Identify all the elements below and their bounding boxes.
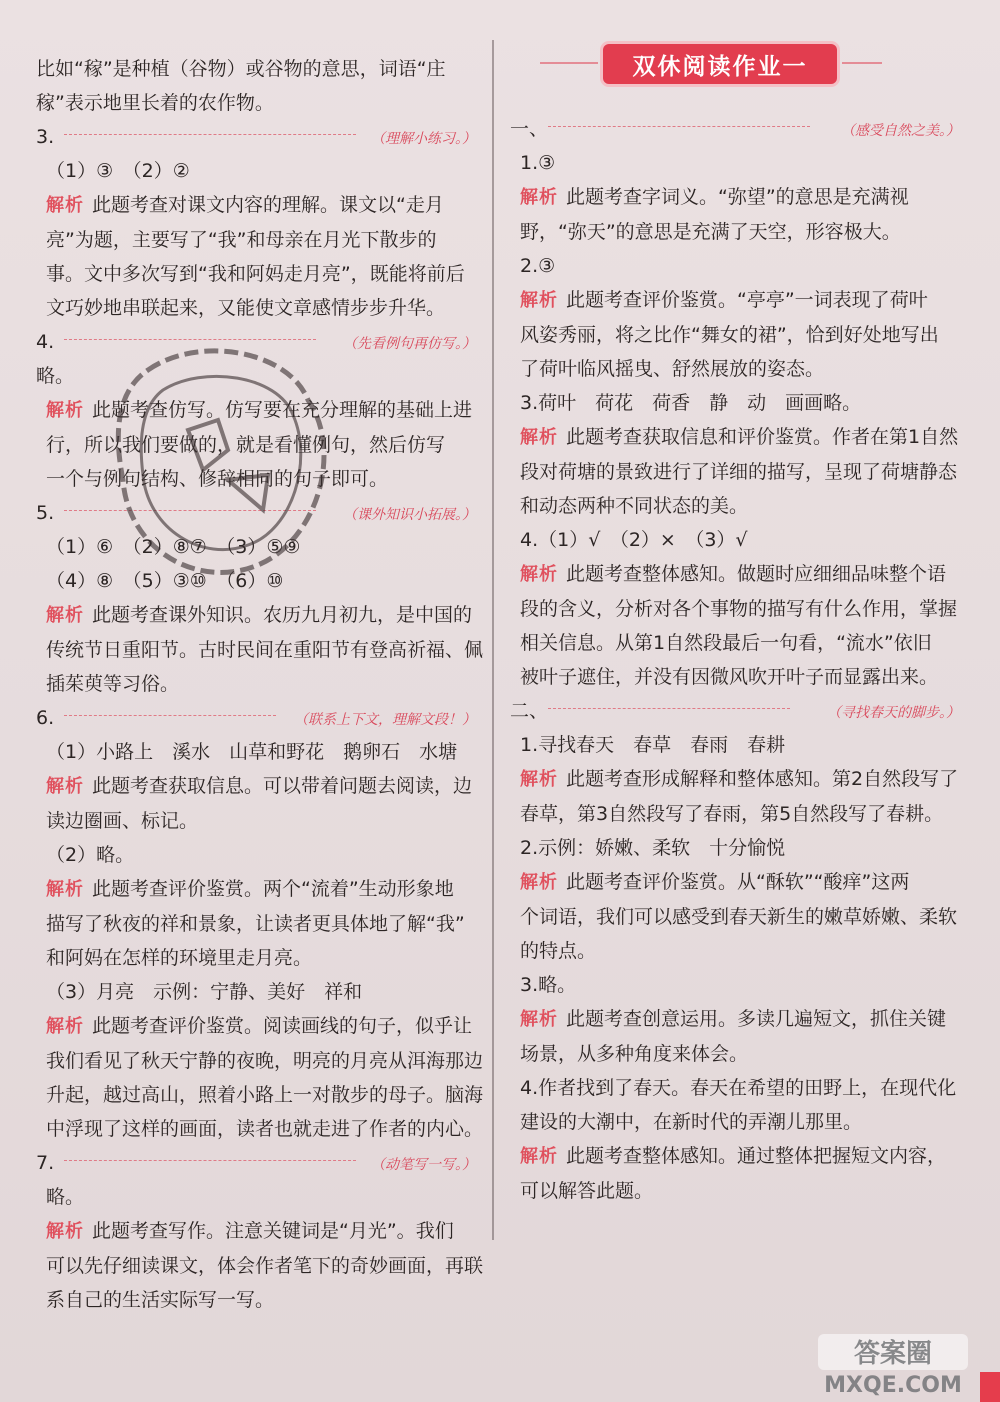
q6-analysis-2-line-3: 和阿妈在怎样的环境里走月亮。 [46,947,313,969]
q4-hint: （先看例句再仿写。） [343,336,476,352]
right-column [510,118,960,1208]
s1-analysis-2-line-3: 了荷叶临风摇曳、舒然展放的姿态。 [520,358,825,380]
s1-analysis-3 [510,420,960,523]
s1-answer-2: 2.③ [520,255,556,277]
s2-analysis-1 [510,762,960,831]
s1-analysis-4-line-2: 段的含义，分析对各个事物的描写有什么作用，掌握 [520,598,958,620]
q5-answer-row-1: （1）⑥ （2）⑧⑦ （3）⑤⑨ [46,536,301,558]
s2-analysis-4-line-2: 可以解答此题。 [520,1180,654,1202]
s2-analysis-2 [510,865,960,968]
q5-analysis-line-1: 此题考查课外知识。农历九月初九，是中国的 [92,604,473,626]
s2-analysis-2-line-2: 个词语，我们可以感受到春天新生的嫩草娇嫩、柔软 [520,906,958,928]
s2-analysis-1-line-1: 此题考查形成解释和整体感知。第2自然段写了 [566,768,959,790]
q3-analysis-line-4: 文巧妙地串联起来，又能使文章感情步步升华。 [46,297,446,319]
q5-analysis [36,598,484,701]
s2-dashed-line [548,708,790,709]
q5-hint: （课外知识小拓展。） [343,507,476,523]
s1-analysis-4 [510,557,960,694]
stamp-watermark [108,340,338,580]
s2-analysis-1-line-2: 春草，第3自然段写了春雨，第5自然段写了春耕。 [520,803,944,825]
q6-answer-3: （3）月亮 示例：宁静、美好 祥和 [46,981,363,1003]
q5-number: 5. [36,502,55,524]
s2-analysis-2-line-1: 此题考查评价鉴赏。从“酥软”“酸痒”这两 [566,871,910,893]
s1-answer-1: 1.③ [520,152,556,174]
q3-header [36,120,476,154]
left-column [36,52,484,1317]
column-divider [492,40,494,1240]
s1-answer-4: 4.（1）√ （2）× （3）√ [520,529,748,551]
s1-analysis-3-line-3: 和动态两种不同状态的美。 [520,495,749,517]
s2-analysis-3-line-2: 场景，从多种角度来体会。 [520,1043,749,1065]
analysis-tag: 解析 [46,400,84,421]
q6-analysis-3-line-1: 此题考查评价鉴赏。阅读画线的句子，似乎让 [92,1015,473,1037]
analysis-tag: 解析 [46,1221,84,1242]
q5-analysis-line-3: 插茱萸等习俗。 [46,673,180,695]
s2-analysis-3 [510,1002,960,1071]
s2-answer-2: 2.示例：娇嫩、柔软 十分愉悦 [520,837,786,859]
site-watermark-text: MXQE.COM [824,1373,962,1396]
q5-analysis-line-2: 传统节日重阳节。古时民间在重阳节有登高祈福、佩 [46,639,484,661]
s1-analysis-4-line-4: 被叶子遮住，并没有因微风吹开叶子而显露出来。 [520,666,939,688]
page-corner-tab [980,1372,1000,1402]
section-banner: 双休阅读作业一 [603,44,837,84]
q4-analysis-line-1: 此题考查仿写。仿写要在充分理解的基础上进 [92,399,473,421]
q7-dashed-line [64,1160,356,1161]
q6-analysis-1-line-2: 读边圈画、标记。 [46,810,199,832]
s1-answer-3: 3.荷叶 荷花 荷香 静 动 画画略。 [520,392,862,414]
q7-header [36,1146,476,1180]
intro-line-1: 比如“稼”是种植（谷物）或谷物的意思，词语“庄 [36,58,446,80]
analysis-tag: 解析 [46,776,84,797]
banner-deco-right [842,62,882,64]
intro-line-2: 稼”表示地里长着的农作物。 [36,92,274,114]
q6-dashed-line [64,715,276,716]
s2-header [510,694,960,728]
q6-answer-1: （1）小路上 溪水 山草和野花 鹅卵石 水塘 [46,741,458,763]
s1-hint: （感受自然之美。） [841,123,960,139]
q6-analysis-2 [36,872,476,975]
q6-analysis-2-line-1: 此题考查评价鉴赏。两个“流着”生动形象地 [92,878,454,900]
q5-answer-row-2: （4）⑧ （5）③⑩ （6）⑩ [46,570,284,592]
s2-analysis-4 [510,1139,960,1208]
q4-answer: 略。 [36,365,75,387]
q6-analysis-3 [36,1009,484,1146]
s1-analysis-4-line-1: 此题考查整体感知。做题时应细细品味整个语 [566,563,947,585]
s1-analysis-4-line-3: 相关信息。从第1自然段最后一句看，“流水”依旧 [520,632,932,654]
s1-analysis-1-line-2: 野，“弥天”的意思是充满了天空，形容极大。 [520,221,901,243]
s1-analysis-1 [510,180,960,249]
q3-dashed-line [64,134,356,135]
svg-text:答案圈: 答案圈 [853,1339,933,1369]
q6-hint: （联系上下文，理解文段！） [294,712,476,728]
q7-analysis [36,1214,484,1317]
s1-analysis-1-line-1: 此题考查字词义。“弥望”的意思是充满视 [566,186,909,208]
s2-analysis-3-line-1: 此题考查创意运用。多读几遍短文，抓住关键 [566,1008,947,1030]
q6-answer-2: （2）略。 [46,844,135,866]
analysis-tag: 解析 [46,605,84,626]
s1-analysis-3-line-2: 段对荷塘的景致进行了详细的描写，呈现了荷塘静态 [520,461,958,483]
q7-number: 7. [36,1152,55,1174]
q4-number: 4. [36,331,55,353]
s2-number: 二、 [510,700,549,722]
s1-analysis-2-line-2: 风姿秀丽，将之比作“舞女的裙”，恰到好处地写出 [520,324,939,346]
analysis-tag: 解析 [520,564,558,585]
q7-analysis-line-1: 此题考查写作。注意关键词是“月光”。我们 [92,1220,454,1242]
q6-analysis-3-line-4: 中浮现了这样的画面，读者也就走进了作者的内心。 [46,1118,484,1140]
analysis-tag: 解析 [520,872,558,893]
q6-number: 6. [36,707,55,729]
banner-deco-left [540,62,598,64]
q3-analysis-line-2: 亮”为题，主要写了“我”和母亲在月光下散步的 [46,229,437,251]
q4-analysis-line-2: 行，所以我们要做的，就是看懂例句，然后仿写 [46,434,446,456]
site-watermark-logo [800,1330,990,1396]
q6-analysis-3-line-3: 升起，越过高山，照着小路上一对散步的母子。脑海 [46,1084,484,1106]
q7-answer: 略。 [46,1186,85,1208]
q7-analysis-line-3: 系自己的生活实际写一写。 [46,1289,275,1311]
s2-hint: （寻找春天的脚步。） [827,705,960,721]
s1-header [510,112,960,146]
analysis-tag: 解析 [520,427,558,448]
analysis-tag: 解析 [520,769,558,790]
q6-analysis-1 [36,769,476,838]
q4-analysis-line-3: 一个与例句结构、修辞相同的句子即可。 [46,468,389,490]
analysis-tag: 解析 [520,290,558,311]
s2-answer-3: 3.略。 [520,974,577,996]
q3-answer: （1）③ （2）② [46,160,190,182]
q6-analysis-3-line-2: 我们看见了秋天宁静的夜晚，明亮的月亮从洱海那边 [46,1050,484,1072]
q7-hint: （动笔写一写。） [371,1157,476,1173]
s1-analysis-2-line-1: 此题考查评价鉴赏。“亭亭”一词表现了荷叶 [566,289,928,311]
q6-analysis-1-line-1: 此题考查获取信息。可以带着问题去阅读，边 [92,775,473,797]
s2-answer-1: 1.寻找春天 春草 春雨 春耕 [520,734,786,756]
analysis-tag: 解析 [520,1009,558,1030]
analysis-tag: 解析 [46,195,84,216]
s1-analysis-3-line-1: 此题考查获取信息和评价鉴赏。作者在第1自然 [566,426,959,448]
s1-number: 一、 [510,118,549,140]
s2-answer-4-line-1: 4.作者找到了春天。春天在希望的田野上，在现代化 [520,1077,957,1099]
s1-analysis-2 [510,283,960,386]
q3-analysis-line-3: 事。文中多次写到“我和阿妈走月亮”，既能将前后 [46,263,465,285]
s2-analysis-4-line-1: 此题考查整体感知。通过整体把握短文内容， [566,1145,947,1167]
q7-analysis-line-2: 可以先仔细读课文，体会作者笔下的奇妙画面，再联 [46,1255,484,1277]
analysis-tag: 解析 [46,1016,84,1037]
analysis-tag: 解析 [46,879,84,900]
q3-number: 3. [36,126,55,148]
q6-header [36,701,476,735]
q3-hint: （理解小练习。） [371,131,476,147]
analysis-tag: 解析 [520,1146,558,1167]
s1-dashed-line [548,126,810,127]
q3-analysis-line-1: 此题考查对课文内容的理解。课文以“走月 [92,194,444,216]
analysis-tag: 解析 [520,187,558,208]
s2-answer-4-line-2: 建设的大潮中，在新时代的弄潮儿那里。 [520,1111,863,1133]
q6-analysis-2-line-2: 描写了秋夜的祥和景象，让读者更具体地了解“我” [46,913,465,935]
s2-analysis-2-line-3: 的特点。 [520,940,597,962]
q3-analysis [36,188,476,325]
